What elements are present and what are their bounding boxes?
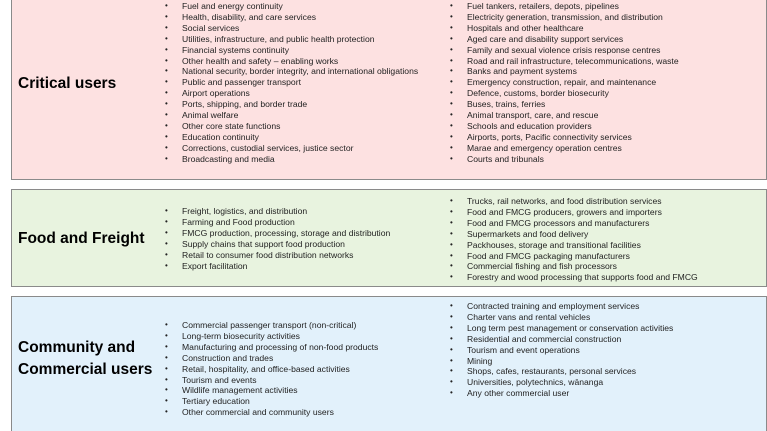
list-item: • Mining xyxy=(450,356,673,367)
list-item: • Hospitals and other healthcare xyxy=(450,23,679,34)
list-item: • Manufacturing and processing of non-food products xyxy=(165,342,378,353)
list-item: • Wildlife management activities xyxy=(165,385,378,396)
section-heading: Critical users xyxy=(18,75,117,92)
list-item: • Other core state functions xyxy=(165,121,418,132)
list-item: • Emergency construction, repair, and maintenance xyxy=(450,77,679,88)
list-item: • Financial systems continuity xyxy=(165,45,418,56)
list-item: • Farming and Food production xyxy=(165,217,390,228)
list-item: • Schools and education providers xyxy=(450,121,679,132)
section-heading: Food and Freight xyxy=(18,230,145,247)
list-item: • Electricity generation, transmission, and distribution xyxy=(450,12,679,23)
list-item: • Commercial passenger transport (non-critical) xyxy=(165,320,378,331)
list-item: • Contracted training and employment services xyxy=(450,301,673,312)
list-item: • Fuel tankers, retailers, depots, pipelines xyxy=(450,1,679,12)
list-item: • Banks and payment systems xyxy=(450,66,679,77)
critical-right-list xyxy=(450,1,679,165)
list-item: • Tourism and event operations xyxy=(450,345,673,356)
list-item: • National security, border integrity, and international obligations xyxy=(165,66,418,77)
list-item: • Aged care and disability support services xyxy=(450,34,679,45)
list-item: • Shops, cafes, restaurants, personal services xyxy=(450,366,673,377)
list-item: • Other commercial and community users xyxy=(165,407,378,418)
section-community-and-commercial-users xyxy=(11,296,767,431)
list-item: • Charter vans and rental vehicles xyxy=(450,312,673,323)
list-item: • Universities, polytechnics, wānanga xyxy=(450,377,673,388)
list-item: • Animal transport, care, and rescue xyxy=(450,110,679,121)
list-item: • Freight, logistics, and distribution xyxy=(165,206,390,217)
list-item: • Forestry and wood processing that supports food and FMCG xyxy=(450,272,698,283)
list-item: • Defence, customs, border biosecurity xyxy=(450,88,679,99)
list-item: • Education continuity xyxy=(165,132,418,143)
list-item: • Public and passenger transport xyxy=(165,77,418,88)
list-item: • Food and FMCG producers, growers and importers xyxy=(450,207,698,218)
list-item: • Any other commercial user xyxy=(450,388,673,399)
list-item: • FMCG production, processing, storage and distribution xyxy=(165,228,390,239)
list-item: • Courts and tribunals xyxy=(450,154,679,165)
food-left-list xyxy=(165,206,390,271)
list-item: • Retail to consumer food distribution networks xyxy=(165,250,390,261)
list-item: • Fuel and energy continuity xyxy=(165,1,418,12)
list-item: • Buses, trains, ferries xyxy=(450,99,679,110)
food-right-list xyxy=(450,196,698,283)
list-item: • Utilities, infrastructure, and public health protection xyxy=(165,34,418,45)
section-food-and-freight xyxy=(11,189,767,287)
list-item: • Marae and emergency operation centres xyxy=(450,143,679,154)
list-item: • Commercial fishing and fish processors xyxy=(450,261,698,272)
list-item: • Road and rail infrastructure, telecommunications, waste xyxy=(450,56,679,67)
list-item: • Airport operations xyxy=(165,88,418,99)
list-item: • Family and sexual violence crisis response centres xyxy=(450,45,679,56)
list-item: • Ports, shipping, and border trade xyxy=(165,99,418,110)
community-left-list xyxy=(165,320,378,418)
list-item: • Trucks, rail networks, and food distribution services xyxy=(450,196,698,207)
list-item: • Food and FMCG packaging manufacturers xyxy=(450,251,698,262)
list-item: • Corrections, custodial services, justice sector xyxy=(165,143,418,154)
list-item: • Retail, hospitality, and office-based activities xyxy=(165,364,378,375)
list-item: • Residential and commercial construction xyxy=(450,334,673,345)
list-item: • Packhouses, storage and transitional facilities xyxy=(450,240,698,251)
list-item: • Tertiary education xyxy=(165,396,378,407)
list-item: • Construction and trades xyxy=(165,353,378,364)
section-critical-users xyxy=(11,0,767,180)
list-item: • Airports, ports, Pacific connectivity services xyxy=(450,132,679,143)
list-item: • Animal welfare xyxy=(165,110,418,121)
list-item: • Other health and safety – enabling works xyxy=(165,56,418,67)
list-item: • Export facilitation xyxy=(165,261,390,272)
list-item: • Supermarkets and food delivery xyxy=(450,229,698,240)
list-item: • Supply chains that support food production xyxy=(165,239,390,250)
list-item: • Social services xyxy=(165,23,418,34)
critical-left-list xyxy=(165,1,418,165)
list-item: • Food and FMCG processors and manufacturers xyxy=(450,218,698,229)
list-item: • Long-term biosecurity activities xyxy=(165,331,378,342)
list-item: • Broadcasting and media xyxy=(165,154,418,165)
list-item: • Long term pest management or conservation activities xyxy=(450,323,673,334)
list-item: • Tourism and events xyxy=(165,375,378,386)
community-right-list xyxy=(450,301,673,399)
section-heading: Community and Commercial users xyxy=(18,339,153,378)
list-item: • Health, disability, and care services xyxy=(165,12,418,23)
